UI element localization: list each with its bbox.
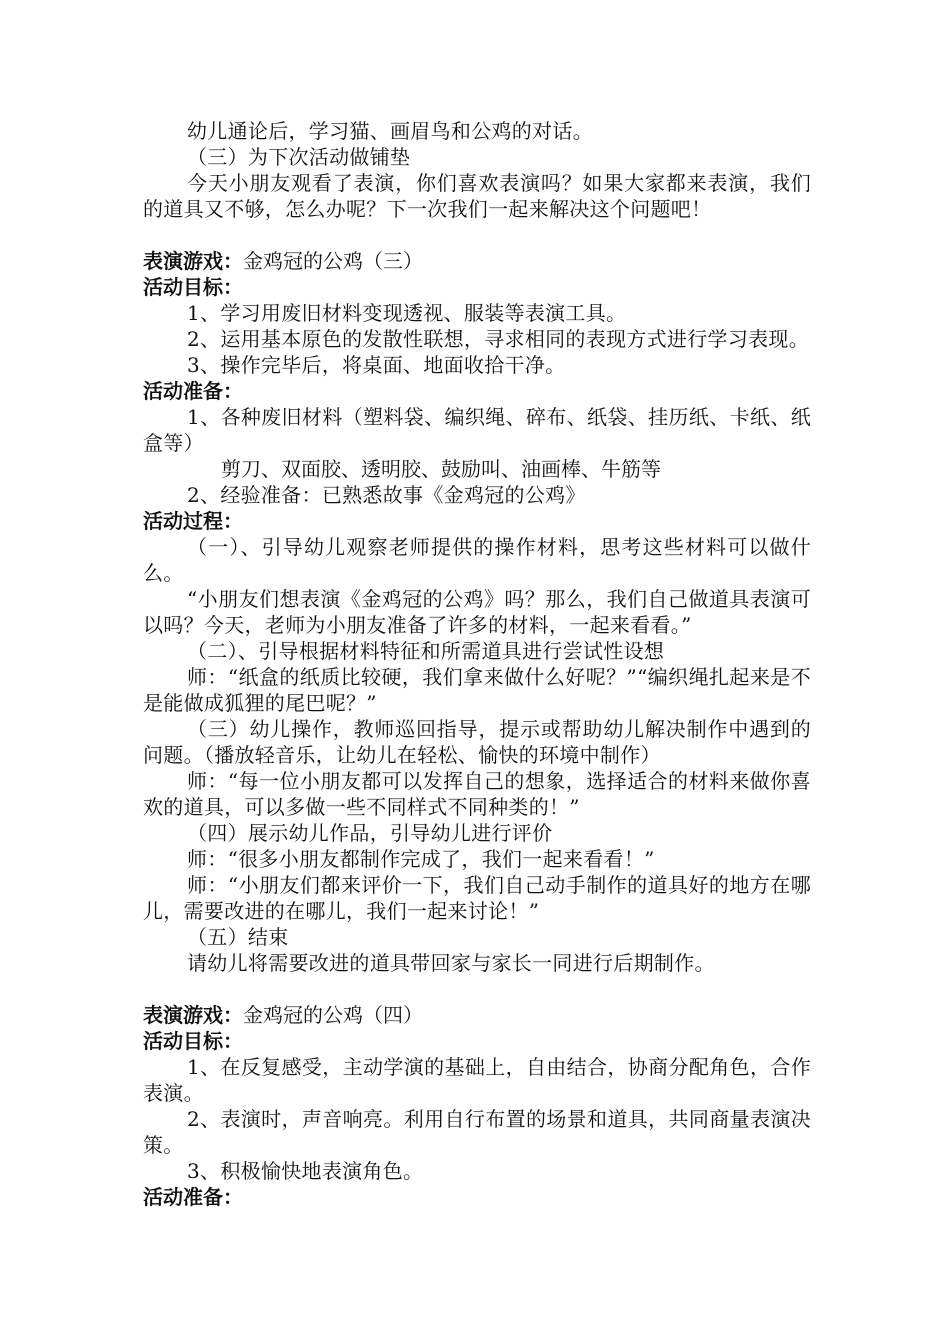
- process-heading: 活动过程：: [143, 509, 243, 533]
- goal-item: 3、积极愉快地表演角色。: [187, 1159, 424, 1183]
- process-item: （二）、引导根据材料特征和所需道具进行尝试性设想: [187, 639, 665, 663]
- spacer: [143, 222, 811, 248]
- document-page: [143, 118, 811, 1210]
- goal-item: 2、表演时，声音响亮。利用自行布置的场景和道具，共同商量表演决策。: [143, 1107, 811, 1157]
- goal-item: 1、学习用废旧材料变现透视、服装等表演工具。: [187, 301, 627, 325]
- paragraph: 今天小朋友观看了表演，你们喜欢表演吗？如果大家都来表演，我们的道具又不够，怎么办呢？下一次我们一起来解决这个问题吧！: [143, 171, 811, 221]
- goal-item: 2、运用基本原色的发散性联想，寻求相同的表现方式进行学习表现。: [187, 327, 810, 351]
- prep-item: 2、经验准备：已熟悉故事《金鸡冠的公鸡》: [187, 483, 586, 507]
- paragraph: 幼儿通论后，学习猫、画眉鸟和公鸡的对话。: [187, 119, 593, 143]
- process-item: 师：“每一位小朋友都可以发挥自己的想象，选择适合的材料来做你喜欢的道具，可以多做一些不同样式不同种类的！”: [143, 769, 811, 819]
- goal-item: 3、操作完毕后，将桌面、地面收拾干净。: [187, 353, 566, 377]
- section-title: [143, 248, 811, 274]
- process-item: （一）、引导幼儿观察老师提供的操作材料，思考这些材料可以做什么。: [143, 535, 811, 585]
- goals-heading: 活动目标：: [143, 1029, 243, 1053]
- process-item: （五）结束: [187, 925, 289, 949]
- process-item: （三）幼儿操作，教师巡回指导，提示或帮助幼儿解决制作中遇到的问题。（播放轻音乐，让幼儿在轻松、愉快的环境中制作）: [143, 717, 811, 767]
- prep-heading: 活动准备：: [143, 1185, 243, 1209]
- section-title: [143, 1002, 811, 1028]
- section-title-text: 金鸡冠的公鸡（三）: [243, 249, 423, 273]
- process-item: “小朋友们想表演《金鸡冠的公鸡》吗？那么，我们自己做道具表演可以吗？今天，老师为小朋友准备了许多的材料，一起来看看。”: [143, 587, 811, 637]
- prep-item: 1、各种废旧材料（塑料袋、编织绳、碎布、纸袋、挂历纸、卡纸、纸盒等）: [143, 405, 811, 455]
- goals-heading: 活动目标：: [143, 275, 243, 299]
- process-item: 师：“小朋友们都来评价一下，我们自己动手制作的道具好的地方在哪儿，需要改进的在哪儿，我们一起来讨论！”: [143, 873, 811, 923]
- prep-item: 剪刀、双面胶、透明胶、鼓励叫、油画棒、牛筋等: [221, 457, 661, 481]
- section-title-label: 表演游戏：: [143, 1003, 243, 1027]
- prep-heading: 活动准备：: [143, 379, 243, 403]
- section-title-label: 表演游戏：: [143, 249, 243, 273]
- process-item: 请幼儿将需要改进的道具带回家与家长一同进行后期制作。: [187, 951, 715, 975]
- section-title-text: 金鸡冠的公鸡（四）: [243, 1003, 423, 1027]
- process-item: 师：“纸盒的纸质比较硬，我们拿来做什么好呢？”“编织绳扎起来是不是能做成狐狸的尾巴呢？”: [143, 665, 811, 715]
- paragraph: （三）为下次活动做铺垫: [187, 145, 411, 169]
- goal-item: 1、在反复感受，主动学演的基础上，自由结合，协商分配角色，合作表演。: [143, 1055, 811, 1105]
- process-item: （四）展示幼儿作品，引导幼儿进行评价: [187, 821, 553, 845]
- process-item: 师：“很多小朋友都制作完成了，我们一起来看看！”: [187, 847, 655, 871]
- spacer: [143, 976, 811, 1002]
